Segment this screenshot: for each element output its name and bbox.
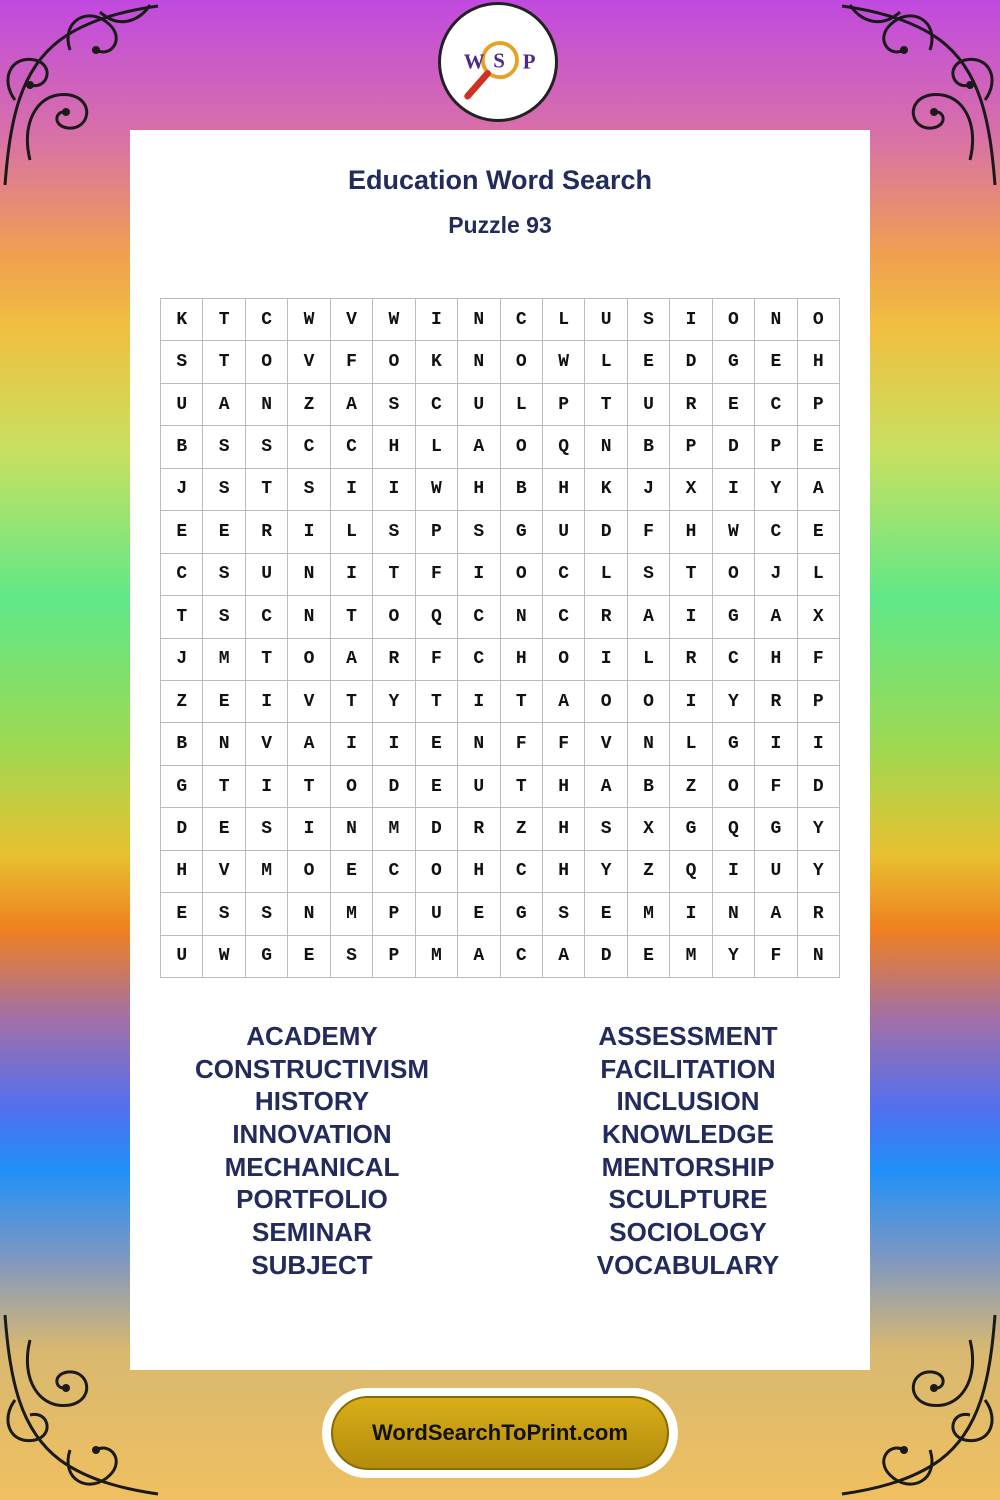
grid-cell: U xyxy=(246,554,288,596)
grid-cell: H xyxy=(458,469,500,511)
grid-cell: H xyxy=(501,639,543,681)
grid-cell: H xyxy=(543,851,585,893)
grid-cell: W xyxy=(713,511,755,553)
grid-cell: R xyxy=(246,511,288,553)
grid-cell: S xyxy=(246,808,288,850)
grid-cell: A xyxy=(543,936,585,978)
grid-cell: V xyxy=(246,723,288,765)
grid-cell: V xyxy=(585,723,627,765)
grid-cell: A xyxy=(203,384,245,426)
grid-cell: M xyxy=(331,893,373,935)
grid-cell: E xyxy=(203,681,245,723)
grid-cell: E xyxy=(416,766,458,808)
grid-cell: I xyxy=(416,299,458,341)
word-list-item: INCLUSION xyxy=(616,1086,760,1117)
grid-cell: S xyxy=(373,511,415,553)
grid-cell: T xyxy=(373,554,415,596)
grid-cell: E xyxy=(713,384,755,426)
grid-cell: C xyxy=(501,299,543,341)
grid-cell: V xyxy=(203,851,245,893)
grid-cell: L xyxy=(628,639,670,681)
grid-cell: S xyxy=(246,426,288,468)
grid-cell: I xyxy=(331,469,373,511)
grid-cell: B xyxy=(628,766,670,808)
grid-cell: A xyxy=(458,426,500,468)
grid-cell: F xyxy=(755,766,797,808)
grid-cell: S xyxy=(543,893,585,935)
grid-cell: O xyxy=(288,851,330,893)
grid-cell: A xyxy=(543,681,585,723)
grid-cell: G xyxy=(755,808,797,850)
grid-cell: O xyxy=(288,639,330,681)
grid-cell: I xyxy=(755,723,797,765)
grid-cell: U xyxy=(585,299,627,341)
grid-cell: M xyxy=(670,936,712,978)
grid-cell: E xyxy=(755,341,797,383)
grid-cell: P xyxy=(543,384,585,426)
grid-cell: E xyxy=(458,893,500,935)
grid-cell: V xyxy=(288,341,330,383)
grid-cell: H xyxy=(458,851,500,893)
grid-cell: S xyxy=(203,893,245,935)
grid-cell: Z xyxy=(628,851,670,893)
grid-cell: I xyxy=(288,511,330,553)
grid-cell: C xyxy=(458,639,500,681)
grid-cell: O xyxy=(373,596,415,638)
grid-cell: O xyxy=(585,681,627,723)
grid-cell: L xyxy=(585,554,627,596)
grid-cell: N xyxy=(458,299,500,341)
grid-cell: O xyxy=(713,554,755,596)
site-button[interactable] xyxy=(322,1388,678,1478)
grid-cell: E xyxy=(798,426,840,468)
grid-cell: C xyxy=(501,936,543,978)
grid-cell: T xyxy=(288,766,330,808)
puzzle-card xyxy=(130,130,870,1370)
grid-cell: H xyxy=(543,808,585,850)
grid-cell: I xyxy=(246,766,288,808)
grid-cell: G xyxy=(713,341,755,383)
letter-grid xyxy=(160,298,840,978)
site-label: WordSearchToPrint.com xyxy=(331,1396,669,1470)
grid-cell: Y xyxy=(755,469,797,511)
grid-cell: E xyxy=(203,808,245,850)
grid-cell: O xyxy=(373,341,415,383)
grid-cell: I xyxy=(670,596,712,638)
word-list-item: SUBJECT xyxy=(251,1249,373,1280)
word-list-item: FACILITATION xyxy=(600,1053,776,1084)
grid-cell: H xyxy=(755,639,797,681)
grid-cell: S xyxy=(203,469,245,511)
grid-cell: T xyxy=(203,341,245,383)
grid-cell: R xyxy=(585,596,627,638)
grid-cell: L xyxy=(416,426,458,468)
word-list-item: ACADEMY xyxy=(246,1021,378,1051)
grid-cell: C xyxy=(246,596,288,638)
grid-cell: Q xyxy=(670,851,712,893)
grid-cell: H xyxy=(670,511,712,553)
grid-cell: I xyxy=(713,851,755,893)
grid-cell: E xyxy=(798,511,840,553)
grid-cell: S xyxy=(246,893,288,935)
grid-cell: C xyxy=(161,554,203,596)
grid-cell: I xyxy=(288,808,330,850)
word-list xyxy=(130,1020,870,1290)
grid-cell: D xyxy=(585,511,627,553)
grid-cell: O xyxy=(628,681,670,723)
grid-cell: D xyxy=(373,766,415,808)
word-list-left-column xyxy=(132,1020,492,1282)
grid-cell: Z xyxy=(288,384,330,426)
grid-cell: H xyxy=(161,851,203,893)
grid-cell: P xyxy=(798,681,840,723)
grid-cell: I xyxy=(670,681,712,723)
grid-cell: M xyxy=(373,808,415,850)
grid-cell: T xyxy=(416,681,458,723)
grid-cell: P xyxy=(373,936,415,978)
puzzle-subtitle: Puzzle 93 xyxy=(448,212,552,238)
grid-cell: S xyxy=(161,341,203,383)
grid-cell: G xyxy=(713,723,755,765)
grid-cell: W xyxy=(416,469,458,511)
grid-cell: S xyxy=(203,426,245,468)
grid-cell: X xyxy=(628,808,670,850)
grid-cell: C xyxy=(501,851,543,893)
grid-cell: T xyxy=(203,766,245,808)
grid-cell: T xyxy=(501,766,543,808)
grid-cell: G xyxy=(713,596,755,638)
grid-cell: R xyxy=(670,384,712,426)
grid-cell: U xyxy=(416,893,458,935)
grid-cell: U xyxy=(628,384,670,426)
grid-cell: O xyxy=(501,426,543,468)
grid-cell: A xyxy=(288,723,330,765)
grid-cell: C xyxy=(543,596,585,638)
word-list-item: KNOWLEDGE xyxy=(602,1119,774,1150)
grid-cell: K xyxy=(416,341,458,383)
grid-cell: C xyxy=(543,554,585,596)
grid-cell: F xyxy=(543,723,585,765)
word-list-item: MECHANICAL xyxy=(224,1151,400,1182)
grid-cell: I xyxy=(458,681,500,723)
grid-cell: U xyxy=(458,384,500,426)
grid-cell: N xyxy=(331,808,373,850)
grid-cell: N xyxy=(246,384,288,426)
grid-cell: A xyxy=(331,384,373,426)
grid-cell: F xyxy=(331,341,373,383)
grid-cell: M xyxy=(246,851,288,893)
grid-cell: H xyxy=(543,469,585,511)
grid-cell: J xyxy=(755,554,797,596)
grid-cell: E xyxy=(288,936,330,978)
grid-cell: G xyxy=(670,808,712,850)
grid-cell: W xyxy=(288,299,330,341)
word-list-item: MENTORSHIP xyxy=(601,1151,775,1182)
grid-cell: O xyxy=(246,341,288,383)
grid-cell: G xyxy=(501,893,543,935)
grid-cell: D xyxy=(416,808,458,850)
grid-cell: I xyxy=(458,554,500,596)
grid-cell: J xyxy=(161,639,203,681)
grid-cell: A xyxy=(628,596,670,638)
grid-cell: T xyxy=(246,639,288,681)
grid-cell: C xyxy=(458,596,500,638)
grid-cell: Q xyxy=(416,596,458,638)
grid-cell: R xyxy=(798,893,840,935)
grid-cell: Y xyxy=(585,851,627,893)
word-list-item: VOCABULARY xyxy=(596,1249,780,1280)
grid-cell: J xyxy=(161,469,203,511)
grid-cell: E xyxy=(628,341,670,383)
grid-cell: T xyxy=(246,469,288,511)
grid-cell: S xyxy=(331,936,373,978)
grid-cell: B xyxy=(501,469,543,511)
grid-cell: F xyxy=(416,554,458,596)
grid-cell: S xyxy=(203,554,245,596)
grid-cell: F xyxy=(755,936,797,978)
grid-cell: D xyxy=(161,808,203,850)
grid-cell: V xyxy=(288,681,330,723)
grid-cell: I xyxy=(670,299,712,341)
grid-cell: M xyxy=(628,893,670,935)
grid-cell: P xyxy=(416,511,458,553)
grid-cell: H xyxy=(798,341,840,383)
grid-cell: P xyxy=(755,426,797,468)
grid-cell: E xyxy=(416,723,458,765)
grid-cell: R xyxy=(670,639,712,681)
grid-cell: S xyxy=(373,384,415,426)
grid-cell: N xyxy=(501,596,543,638)
grid-cell: C xyxy=(755,384,797,426)
grid-cell: I xyxy=(670,893,712,935)
site-logo[interactable] xyxy=(438,2,558,122)
grid-cell: S xyxy=(628,554,670,596)
grid-cell: F xyxy=(628,511,670,553)
grid-cell: C xyxy=(288,426,330,468)
grid-cell: N xyxy=(288,596,330,638)
logo-letter-p: P xyxy=(522,49,536,74)
grid-cell: K xyxy=(585,469,627,511)
grid-cell: Z xyxy=(161,681,203,723)
grid-cell: N xyxy=(628,723,670,765)
grid-cell: Y xyxy=(713,681,755,723)
grid-cell: T xyxy=(670,554,712,596)
grid-cell: O xyxy=(416,851,458,893)
grid-cell: N xyxy=(288,554,330,596)
grid-cell: O xyxy=(331,766,373,808)
grid-cell: O xyxy=(501,554,543,596)
grid-cell: N xyxy=(585,426,627,468)
grid-cell: I xyxy=(373,723,415,765)
grid-cell: J xyxy=(628,469,670,511)
grid-cell: B xyxy=(628,426,670,468)
grid-cell: N xyxy=(458,341,500,383)
grid-cell: U xyxy=(755,851,797,893)
grid-cell: R xyxy=(373,639,415,681)
grid-cell: D xyxy=(585,936,627,978)
grid-cell: T xyxy=(331,596,373,638)
grid-cell: U xyxy=(161,936,203,978)
grid-cell: I xyxy=(246,681,288,723)
grid-cell: F xyxy=(798,639,840,681)
grid-cell: I xyxy=(331,554,373,596)
grid-cell: W xyxy=(543,341,585,383)
grid-cell: R xyxy=(458,808,500,850)
word-list-item: ASSESSMENT xyxy=(598,1021,778,1051)
grid-cell: W xyxy=(203,936,245,978)
grid-cell: A xyxy=(331,639,373,681)
grid-cell: N xyxy=(798,936,840,978)
puzzle-title: Education Word Search xyxy=(347,165,653,195)
grid-cell: Z xyxy=(670,766,712,808)
word-list-item: INNOVATION xyxy=(232,1119,392,1150)
grid-cell: E xyxy=(628,936,670,978)
grid-cell: C xyxy=(416,384,458,426)
grid-cell: T xyxy=(585,384,627,426)
grid-cell: O xyxy=(543,639,585,681)
grid-cell: X xyxy=(798,596,840,638)
word-list-item: SEMINAR xyxy=(252,1217,372,1248)
grid-cell: L xyxy=(331,511,373,553)
grid-cell: F xyxy=(416,639,458,681)
grid-cell: C xyxy=(331,426,373,468)
grid-cell: E xyxy=(161,893,203,935)
word-list-right-column xyxy=(508,1020,868,1282)
grid-cell: S xyxy=(458,511,500,553)
grid-cell: T xyxy=(203,299,245,341)
grid-cell: P xyxy=(373,893,415,935)
grid-cell: I xyxy=(331,723,373,765)
word-list-item: CONSTRUCTIVISM xyxy=(195,1053,429,1084)
grid-cell: A xyxy=(755,596,797,638)
grid-cell: T xyxy=(331,681,373,723)
grid-cell: G xyxy=(161,766,203,808)
grid-cell: C xyxy=(373,851,415,893)
grid-cell: O xyxy=(713,766,755,808)
grid-cell: C xyxy=(713,639,755,681)
word-list-item: PORTFOLIO xyxy=(236,1184,388,1215)
grid-cell: Q xyxy=(543,426,585,468)
grid-cell: O xyxy=(798,299,840,341)
grid-cell: A xyxy=(585,766,627,808)
grid-cell: A xyxy=(755,893,797,935)
grid-cell: E xyxy=(161,511,203,553)
grid-cell: D xyxy=(713,426,755,468)
grid-cell: N xyxy=(713,893,755,935)
grid-cell: D xyxy=(798,766,840,808)
logo-letter-w: W xyxy=(463,49,485,74)
grid-cell: T xyxy=(161,596,203,638)
grid-cell: K xyxy=(161,299,203,341)
grid-cell: Q xyxy=(713,808,755,850)
grid-cell: S xyxy=(585,808,627,850)
grid-cell: O xyxy=(713,299,755,341)
grid-cell: E xyxy=(203,511,245,553)
magnifier-icon xyxy=(441,5,555,119)
grid-cell: I xyxy=(798,723,840,765)
word-list-item: SCULPTURE xyxy=(608,1184,768,1215)
grid-cell: X xyxy=(670,469,712,511)
grid-cell: I xyxy=(713,469,755,511)
grid-cell: Y xyxy=(798,808,840,850)
grid-cell: A xyxy=(798,469,840,511)
word-list-item: SOCIOLOGY xyxy=(609,1217,767,1248)
grid-cell: L xyxy=(543,299,585,341)
grid-cell: U xyxy=(458,766,500,808)
grid-cell: I xyxy=(373,469,415,511)
grid-cell: Y xyxy=(713,936,755,978)
grid-cell: G xyxy=(501,511,543,553)
grid-cell: H xyxy=(373,426,415,468)
grid-cell: W xyxy=(373,299,415,341)
grid-cell: L xyxy=(585,341,627,383)
grid-cell: H xyxy=(543,766,585,808)
grid-cell: M xyxy=(203,639,245,681)
grid-cell: C xyxy=(246,299,288,341)
grid-cell: V xyxy=(331,299,373,341)
grid-cell: G xyxy=(246,936,288,978)
grid-cell: U xyxy=(161,384,203,426)
grid-cell: R xyxy=(755,681,797,723)
grid-cell: N xyxy=(755,299,797,341)
grid-cell: B xyxy=(161,723,203,765)
grid-cell: S xyxy=(288,469,330,511)
grid-cell: N xyxy=(203,723,245,765)
grid-cell: L xyxy=(501,384,543,426)
grid-cell: Y xyxy=(798,851,840,893)
grid-cell: I xyxy=(585,639,627,681)
grid-cell: D xyxy=(670,341,712,383)
grid-cell: E xyxy=(585,893,627,935)
grid-cell: S xyxy=(628,299,670,341)
grid-cell: A xyxy=(458,936,500,978)
grid-cell: U xyxy=(543,511,585,553)
grid-cell: E xyxy=(331,851,373,893)
grid-cell: S xyxy=(203,596,245,638)
grid-cell: L xyxy=(798,554,840,596)
grid-cell: F xyxy=(501,723,543,765)
grid-cell: L xyxy=(670,723,712,765)
grid-cell: N xyxy=(288,893,330,935)
grid-cell: P xyxy=(798,384,840,426)
word-list-item: HISTORY xyxy=(254,1086,370,1117)
grid-cell: Z xyxy=(501,808,543,850)
grid-cell: O xyxy=(501,341,543,383)
grid-cell: C xyxy=(755,511,797,553)
grid-cell: B xyxy=(161,426,203,468)
grid-cell: P xyxy=(670,426,712,468)
grid-cell: N xyxy=(458,723,500,765)
grid-cell: Y xyxy=(373,681,415,723)
grid-cell: T xyxy=(501,681,543,723)
logo-letter-s: S xyxy=(493,48,505,73)
grid-cell: M xyxy=(416,936,458,978)
